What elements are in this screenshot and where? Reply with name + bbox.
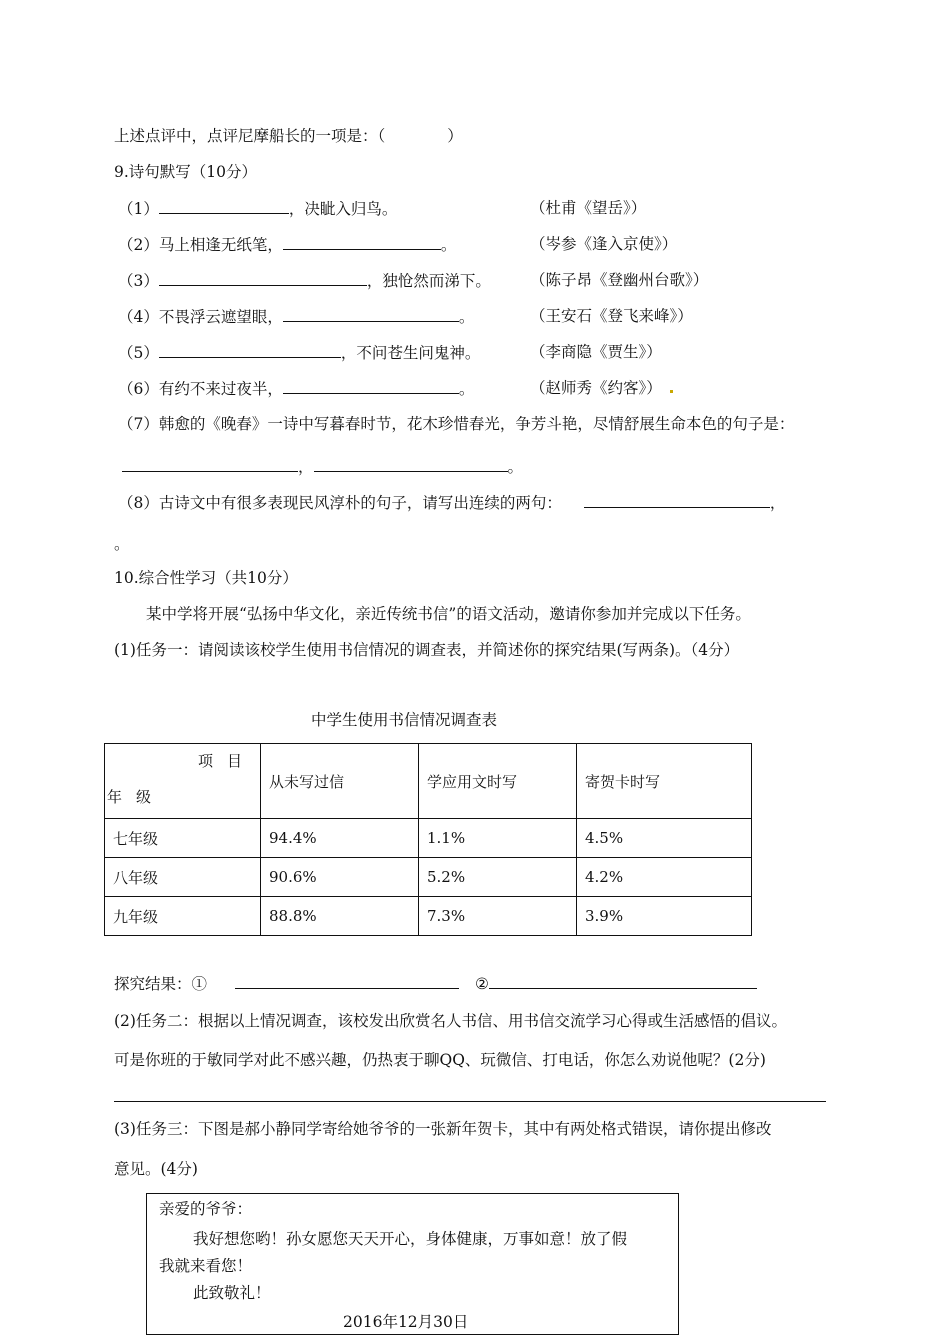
table-row [105, 858, 752, 897]
table-cell: 4.2% [577, 858, 752, 897]
table-caption: 中学生使用书信情况调查表 [311, 711, 498, 729]
q9-item-text: 。 [458, 308, 475, 326]
q9-item-7-prompt: （7）韩愈的《晚春》一诗中写暮春时节，花木珍惜春光，争芳斗艳，尽情舒展生命本色的句子是： [118, 415, 795, 433]
answer-blank[interactable] [489, 973, 757, 989]
table-header-cell: 从未写过信 [261, 744, 419, 819]
table-header-cell: 学应用文时写 [419, 744, 577, 819]
answer-blank[interactable] [159, 198, 289, 214]
greeting-card [146, 1193, 679, 1335]
q9-item-source: （赵师秀《约客》） [530, 378, 673, 398]
q9-item-7-answer-line [122, 456, 523, 477]
table-cell: 88.8% [261, 897, 419, 936]
corner-label-item: 项目 [197, 752, 256, 770]
table-grade-cell: 九年级 [105, 897, 261, 936]
q9-item-number: （1） [118, 200, 159, 218]
answer-blank[interactable] [283, 378, 459, 394]
q9-item-number: （6） [118, 380, 159, 398]
card-closing: 此致敬礼！ [193, 1284, 271, 1302]
result-mark-2: ② [475, 975, 489, 993]
answer-blank[interactable] [314, 456, 508, 472]
table-cell: 5.2% [419, 858, 577, 897]
q10-task2-line2: 可是你班的于敏同学对此不感兴趣，仍热衷于聊QQ、玩微信、打电话，你怎么劝说他呢？(2分) [114, 1051, 766, 1069]
q9-title: 9.诗句默写（10分） [114, 163, 258, 181]
card-body-line1: 我好想您哟！孙女愿您天天开心，身体健康，万事如意！放了假 [193, 1230, 628, 1248]
yellow-dot-mark [670, 390, 673, 393]
answer-blank[interactable] [584, 492, 770, 508]
q9-item-text: ，独怆然而涕下。 [366, 272, 491, 290]
q9-item-number: （3） [118, 272, 159, 290]
q8-answer-prompt: 上述点评中，点评尼摩船长的一项是：（ ） [114, 127, 463, 145]
q9-item-number: （4） [118, 308, 159, 326]
comma: ， [298, 458, 314, 476]
table-cell: 3.9% [577, 897, 752, 936]
comma: ， [769, 494, 786, 512]
table-header-cell: 寄贺卡时写 [577, 744, 752, 819]
card-date: 2016年12月30日 [343, 1313, 469, 1331]
q9-item-text: 马上相逢无纸笔， [158, 236, 283, 254]
q9-item-source: （王安石《登飞来峰》） [530, 307, 693, 325]
answer-blank[interactable] [235, 973, 459, 989]
answer-blank[interactable] [283, 234, 441, 250]
q9-item-text: ，不问苍生问鬼神。 [340, 344, 481, 362]
q9-item-text: 有约不来过夜半， [158, 380, 283, 398]
table-row [105, 897, 752, 936]
q9-item-number: （5） [118, 344, 159, 362]
table-header-row [105, 744, 752, 819]
answer-line[interactable] [114, 1101, 826, 1102]
period: 。 [507, 458, 524, 476]
answer-blank[interactable] [159, 270, 367, 286]
answer-blank[interactable] [283, 306, 459, 322]
q9-item-8-end: 。 [114, 535, 130, 553]
table-cell: 94.4% [261, 819, 419, 858]
q9-item-source: （杜甫《望岳》） [530, 199, 647, 217]
q9-item-8 [118, 492, 785, 513]
table-cell: 7.3% [419, 897, 577, 936]
q9-item-source: （陈子昂《登幽州台歌》） [530, 271, 709, 289]
survey-table [104, 743, 752, 936]
result-line [114, 973, 757, 994]
q9-item-text: 。 [458, 380, 475, 398]
table-row [105, 819, 752, 858]
table-cell: 1.1% [419, 819, 577, 858]
q10-task2-line1: (2)任务二：根据以上情况调查，该校发出欣赏名人书信、用书信交流学习心得或生活感悟的倡议。 [114, 1012, 787, 1030]
answer-blank[interactable] [159, 342, 341, 358]
q10-intro: 某中学将开展“弘扬中华文化，亲近传统书信”的语文活动，邀请你参加并完成以下任务。 [146, 605, 751, 623]
q9-item-text: ，决眦入归鸟。 [288, 200, 398, 218]
q9-item-source: （李商隐《贾生》） [530, 343, 662, 361]
q9-item-text: 不畏浮云遮望眼， [158, 308, 283, 326]
q9-item-text: 。 [440, 236, 457, 254]
q10-task3-line2: 意见。(4分) [114, 1160, 198, 1178]
q10-task3-line1: (3)任务三：下图是郝小静同学寄给她爷爷的一张新年贺卡，其中有两处格式错误，请你提出修改 [114, 1120, 772, 1138]
q9-item-number: （2） [118, 236, 159, 254]
answer-blank[interactable] [122, 456, 298, 472]
table-cell: 90.6% [261, 858, 419, 897]
table-cell: 4.5% [577, 819, 752, 858]
table-grade-cell: 七年级 [105, 819, 261, 858]
card-greeting: 亲爱的爷爷： [159, 1200, 253, 1218]
table-grade-cell: 八年级 [105, 858, 261, 897]
table-corner-cell [105, 744, 261, 819]
q10-task1: (1)任务一：请阅读该校学生使用书信情况的调查表，并简述你的探究结果(写两条)。（4分） [114, 641, 740, 659]
q9-item-8-prompt: （8）古诗文中有很多表现民风淳朴的句子，请写出连续的两句： [118, 494, 562, 512]
q9-item-source: （岑参《逢入京使》） [530, 235, 678, 253]
result-label: 探究结果：① [114, 975, 208, 993]
corner-label-grade: 年级 [107, 788, 166, 806]
card-body-line2: 我就来看您！ [159, 1257, 253, 1275]
q10-title: 10.综合性学习（共10分） [114, 569, 298, 587]
